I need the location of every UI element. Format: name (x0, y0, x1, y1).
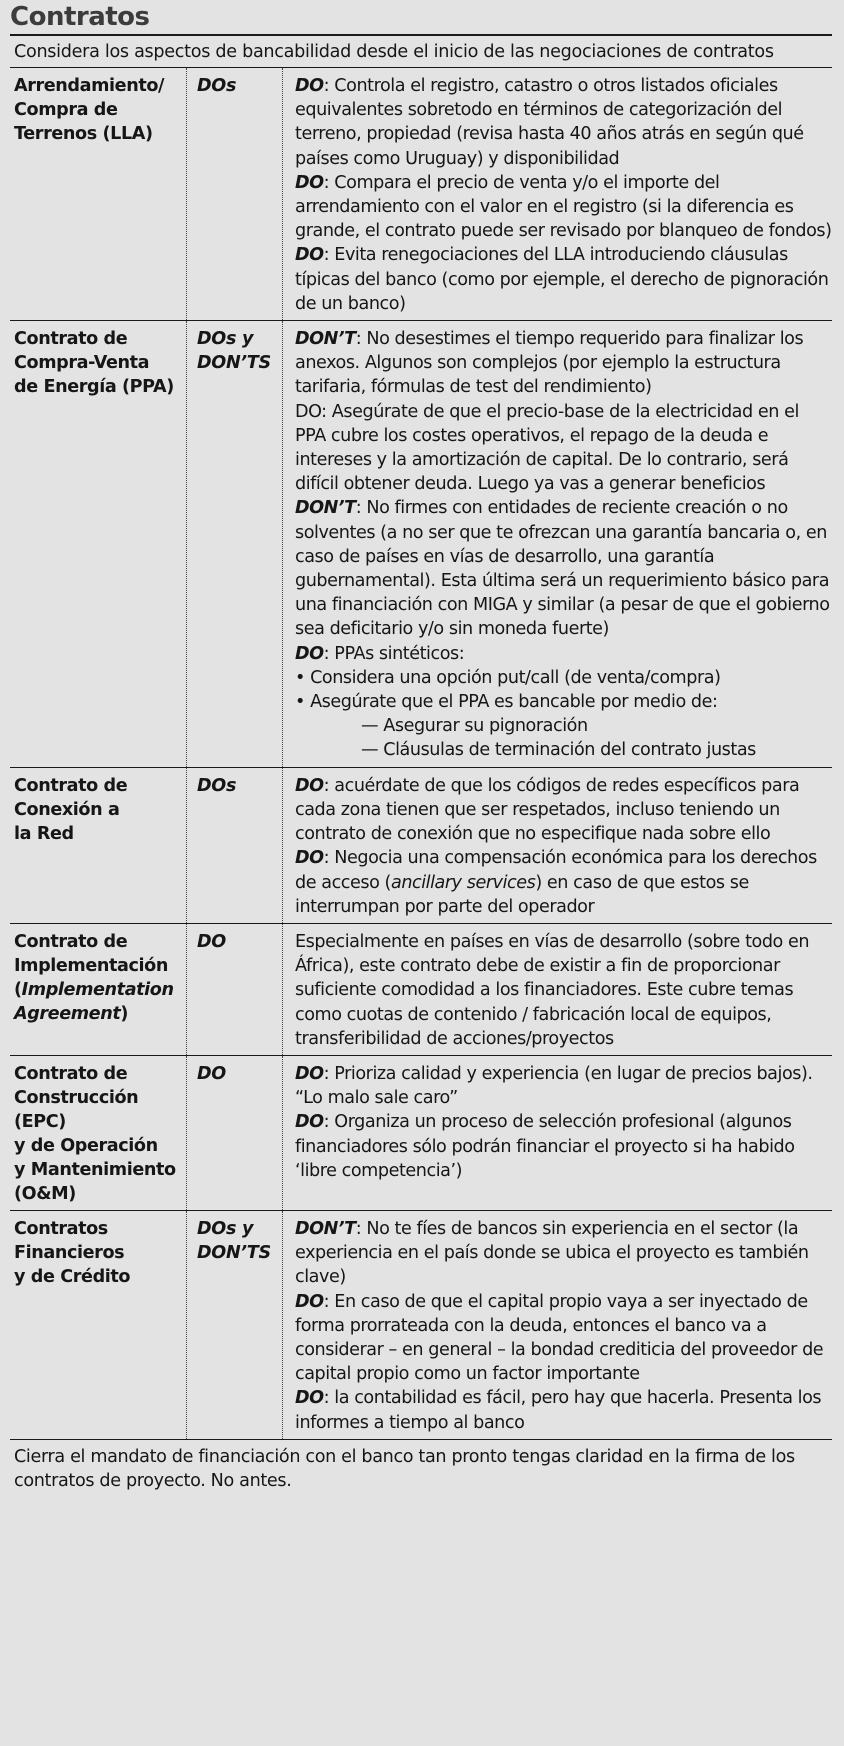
contract-row (10, 68, 832, 321)
contract-row (10, 1211, 832, 1440)
contract-row (10, 768, 832, 924)
advice-keyword: DO (295, 1388, 324, 1409)
contract-name-line: Contrato de (14, 1063, 128, 1084)
contract-name-line: Implementación (14, 955, 168, 976)
contract-name-line: la Red (14, 823, 74, 844)
dos-donts-line: DO (197, 931, 226, 952)
contract-name-line: (Implementation Agreement) (14, 979, 174, 1024)
advice-text: : Prioriza calidad y experiencia (en lugar de precios bajos). “Lo malo sale caro” (295, 1063, 813, 1109)
contract-name (10, 1056, 186, 1210)
advice-item (295, 714, 832, 738)
contract-name-line: y Mantenimiento (14, 1159, 176, 1180)
advice-text: ) en caso de que estos se interrumpan por parte del operador (295, 872, 749, 917)
intro-text: Considera los aspectos de bancabilidad desde el inicio de las negociaciones de contratos (10, 36, 832, 68)
advice-text: • Considera una opción put/call (de venta/compra) (295, 667, 721, 688)
dos-donts-label (186, 1211, 283, 1439)
advice-text: : No desestimes el tiempo requerido para finalizar los anexos. Algunos son complejos (por ejemplo la estructura tarifaria, fórmulas de test del rendimiento) (295, 329, 804, 398)
advice-keyword: DO (295, 1063, 324, 1084)
contract-name-line: y de Crédito (14, 1266, 131, 1287)
contract-name-line: Financieros (14, 1242, 125, 1263)
advice-keyword: DO (295, 245, 324, 266)
contract-name-line: Contratos (14, 1218, 108, 1239)
advice-item (295, 74, 832, 171)
contract-name (10, 768, 186, 923)
contract-name-line: Arrendamiento/ (14, 76, 165, 96)
dos-donts-line: DOs y (197, 329, 254, 350)
advice-item (295, 1062, 832, 1110)
advice-text: : No te fíes de bancos sin experiencia en el sector (la experiencia en el país donde se ubica el proyecto es también clave) (295, 1218, 809, 1288)
dos-donts-line: DOs y (197, 1218, 254, 1239)
advice-keyword: DO (295, 1291, 324, 1312)
advice-item (295, 400, 832, 497)
contract-advice (283, 1211, 832, 1439)
advice-text: — Cláusulas de terminación del contrato justas (361, 740, 756, 761)
contract-name (10, 321, 186, 767)
contract-name-line: Contrato de (14, 775, 128, 796)
advice-item (295, 690, 832, 714)
dos-donts-label (186, 1056, 283, 1210)
dos-donts-line: DOs (197, 76, 237, 96)
contract-name-line: de Energía (PPA) (14, 377, 174, 398)
advice-item (295, 666, 832, 690)
advice-item (295, 1290, 832, 1387)
contract-name-line: Terrenos (LLA) (14, 124, 153, 144)
advice-keyword: DO (295, 643, 324, 664)
contract-advice (283, 768, 832, 923)
contract-name-line: Compra de (14, 100, 118, 120)
advice-text: : Negocia una compensación económica para los derechos de acceso ( (295, 848, 817, 893)
advice-item (295, 496, 832, 641)
contract-name-line: Contrato de (14, 931, 128, 952)
footer-note: Cierra el mandato de financiación con el banco tan pronto tengas claridad en la firma de los contratos de proyecto. No antes. (14, 1446, 795, 1491)
advice-item (295, 171, 832, 244)
advice-item (295, 642, 832, 666)
contract-name (10, 68, 186, 320)
advice-item (295, 1386, 832, 1434)
contract-row (10, 321, 832, 768)
dos-donts-label (186, 924, 283, 1055)
dos-donts-line: DO (197, 1063, 226, 1084)
contract-name-english: Implementation Agreement (14, 979, 174, 1024)
advice-text: Especialmente en países en vías de desarrollo (sobre todo en África), este contrato debe de existir a fin de proporcionar suficiente comodidad a los financiadores. Este cubre temas como cuotas de contenido / fabricación local de equipos, transferibilidad de acciones/proyectos (295, 931, 810, 1049)
contract-advice (283, 321, 832, 767)
advice-text: : PPAs sintéticos: (323, 643, 465, 664)
advice-text: : En caso de que el capital propio vaya a ser inyectado de forma prorrateada con la deuda, entonces el banco va a considerar – en general – la bondad crediticia del proveedor de capital propio como un factor importante (295, 1291, 824, 1385)
advice-keyword: DO (295, 172, 324, 193)
advice-item (295, 738, 832, 762)
dos-donts-label (186, 321, 283, 767)
contract-name-line: Conexión a (14, 799, 120, 820)
contract-name (10, 924, 186, 1055)
dos-donts-line: DON’TS (197, 1242, 271, 1263)
advice-item (295, 1217, 832, 1290)
contracts-table (10, 68, 832, 1440)
advice-keyword: DON’T (295, 329, 356, 350)
advice-item (295, 930, 832, 1051)
contract-row (10, 1056, 832, 1211)
dos-donts-line: DON’TS (197, 353, 271, 374)
advice-italic: ancillary services (390, 872, 536, 893)
contract-name (10, 1211, 186, 1439)
contract-name-line: Construcción (EPC) (14, 1087, 139, 1132)
advice-keyword: DO (295, 775, 324, 796)
advice-item (295, 327, 832, 400)
advice-text: : acuérdate de que los códigos de redes específicos para cada zona tienen que ser respetados, incluso teniendo un contrato de conexión que no especifique nada sobre ello (295, 775, 800, 845)
advice-item (295, 243, 832, 316)
advice-text: : Compara el precio de venta y/o el importe del arrendamiento con el valor en el registro (si la diferencia es grande, el contrato puede ser revisado por blanqueo de fondos) (295, 172, 832, 242)
contract-advice (283, 1056, 832, 1210)
advice-keyword: DON’T (295, 1218, 356, 1239)
advice-text: : Controla el registro, catastro o otros listados oficiales equivalentes sobretodo en términos de categorización del terreno, propiedad (revisa hasta 40 años atrás en según qué países como Uruguay) y disponibilidad (295, 76, 804, 169)
dos-donts-line: DOs (197, 775, 237, 796)
contract-advice (283, 68, 832, 320)
advice-text: : Evita renegociaciones del LLA introduciendo cláusulas típicas del banco (como por ejemple, el derecho de pignoración de un banco) (295, 245, 829, 314)
contract-name-line: y de Operación (14, 1135, 158, 1156)
advice-item (295, 774, 832, 847)
advice-keyword: DON’T (295, 498, 356, 519)
advice-item (295, 846, 832, 919)
contract-name-line: Contrato de (14, 329, 128, 350)
page-title: Contratos (10, 2, 150, 32)
advice-text: : No firmes con entidades de reciente creación o no solventes (a no ser que te ofrezcan una garantía bancaria o, en caso de países en vías de desarrollo, una garantía gubernamental). Esta última será un requerimiento básico para una financiación con MIGA y similar (a pesar de que el gobierno sea deficitario y/o sin moneda fuerte) (295, 498, 830, 640)
dos-donts-label (186, 768, 283, 923)
dos-donts-label (186, 68, 283, 320)
advice-text: • Asegúrate que el PPA es bancable por medio de: (295, 692, 718, 713)
advice-keyword: DO (295, 76, 324, 96)
advice-item (295, 1110, 832, 1183)
advice-text: : la contabilidad es fácil, pero hay que hacerla. Presenta los informes a tiempo al banco (295, 1388, 822, 1433)
advice-text: — Asegurar su pignoración (361, 716, 588, 737)
advice-keyword: DO (295, 848, 324, 869)
advice-text: DO: Asegúrate de que el precio-base de la electricidad en el PPA cubre los costes operativos, el repago de la deuda e intereses y la amortización de capital. De lo contrario, será difícil obtener deuda. Luego ya vas a generar beneficios (295, 401, 799, 495)
contract-name-line: Compra-Venta (14, 353, 150, 374)
advice-text: : Organiza un proceso de selección profesional (algunos financiadores sólo podrán financiar el proyecto si ha habido ‘libre competencia’) (295, 1112, 795, 1181)
contract-name-line: (O&M) (14, 1183, 76, 1204)
contract-row (10, 924, 832, 1056)
advice-keyword: DO (295, 1112, 324, 1133)
contract-advice (283, 924, 832, 1055)
